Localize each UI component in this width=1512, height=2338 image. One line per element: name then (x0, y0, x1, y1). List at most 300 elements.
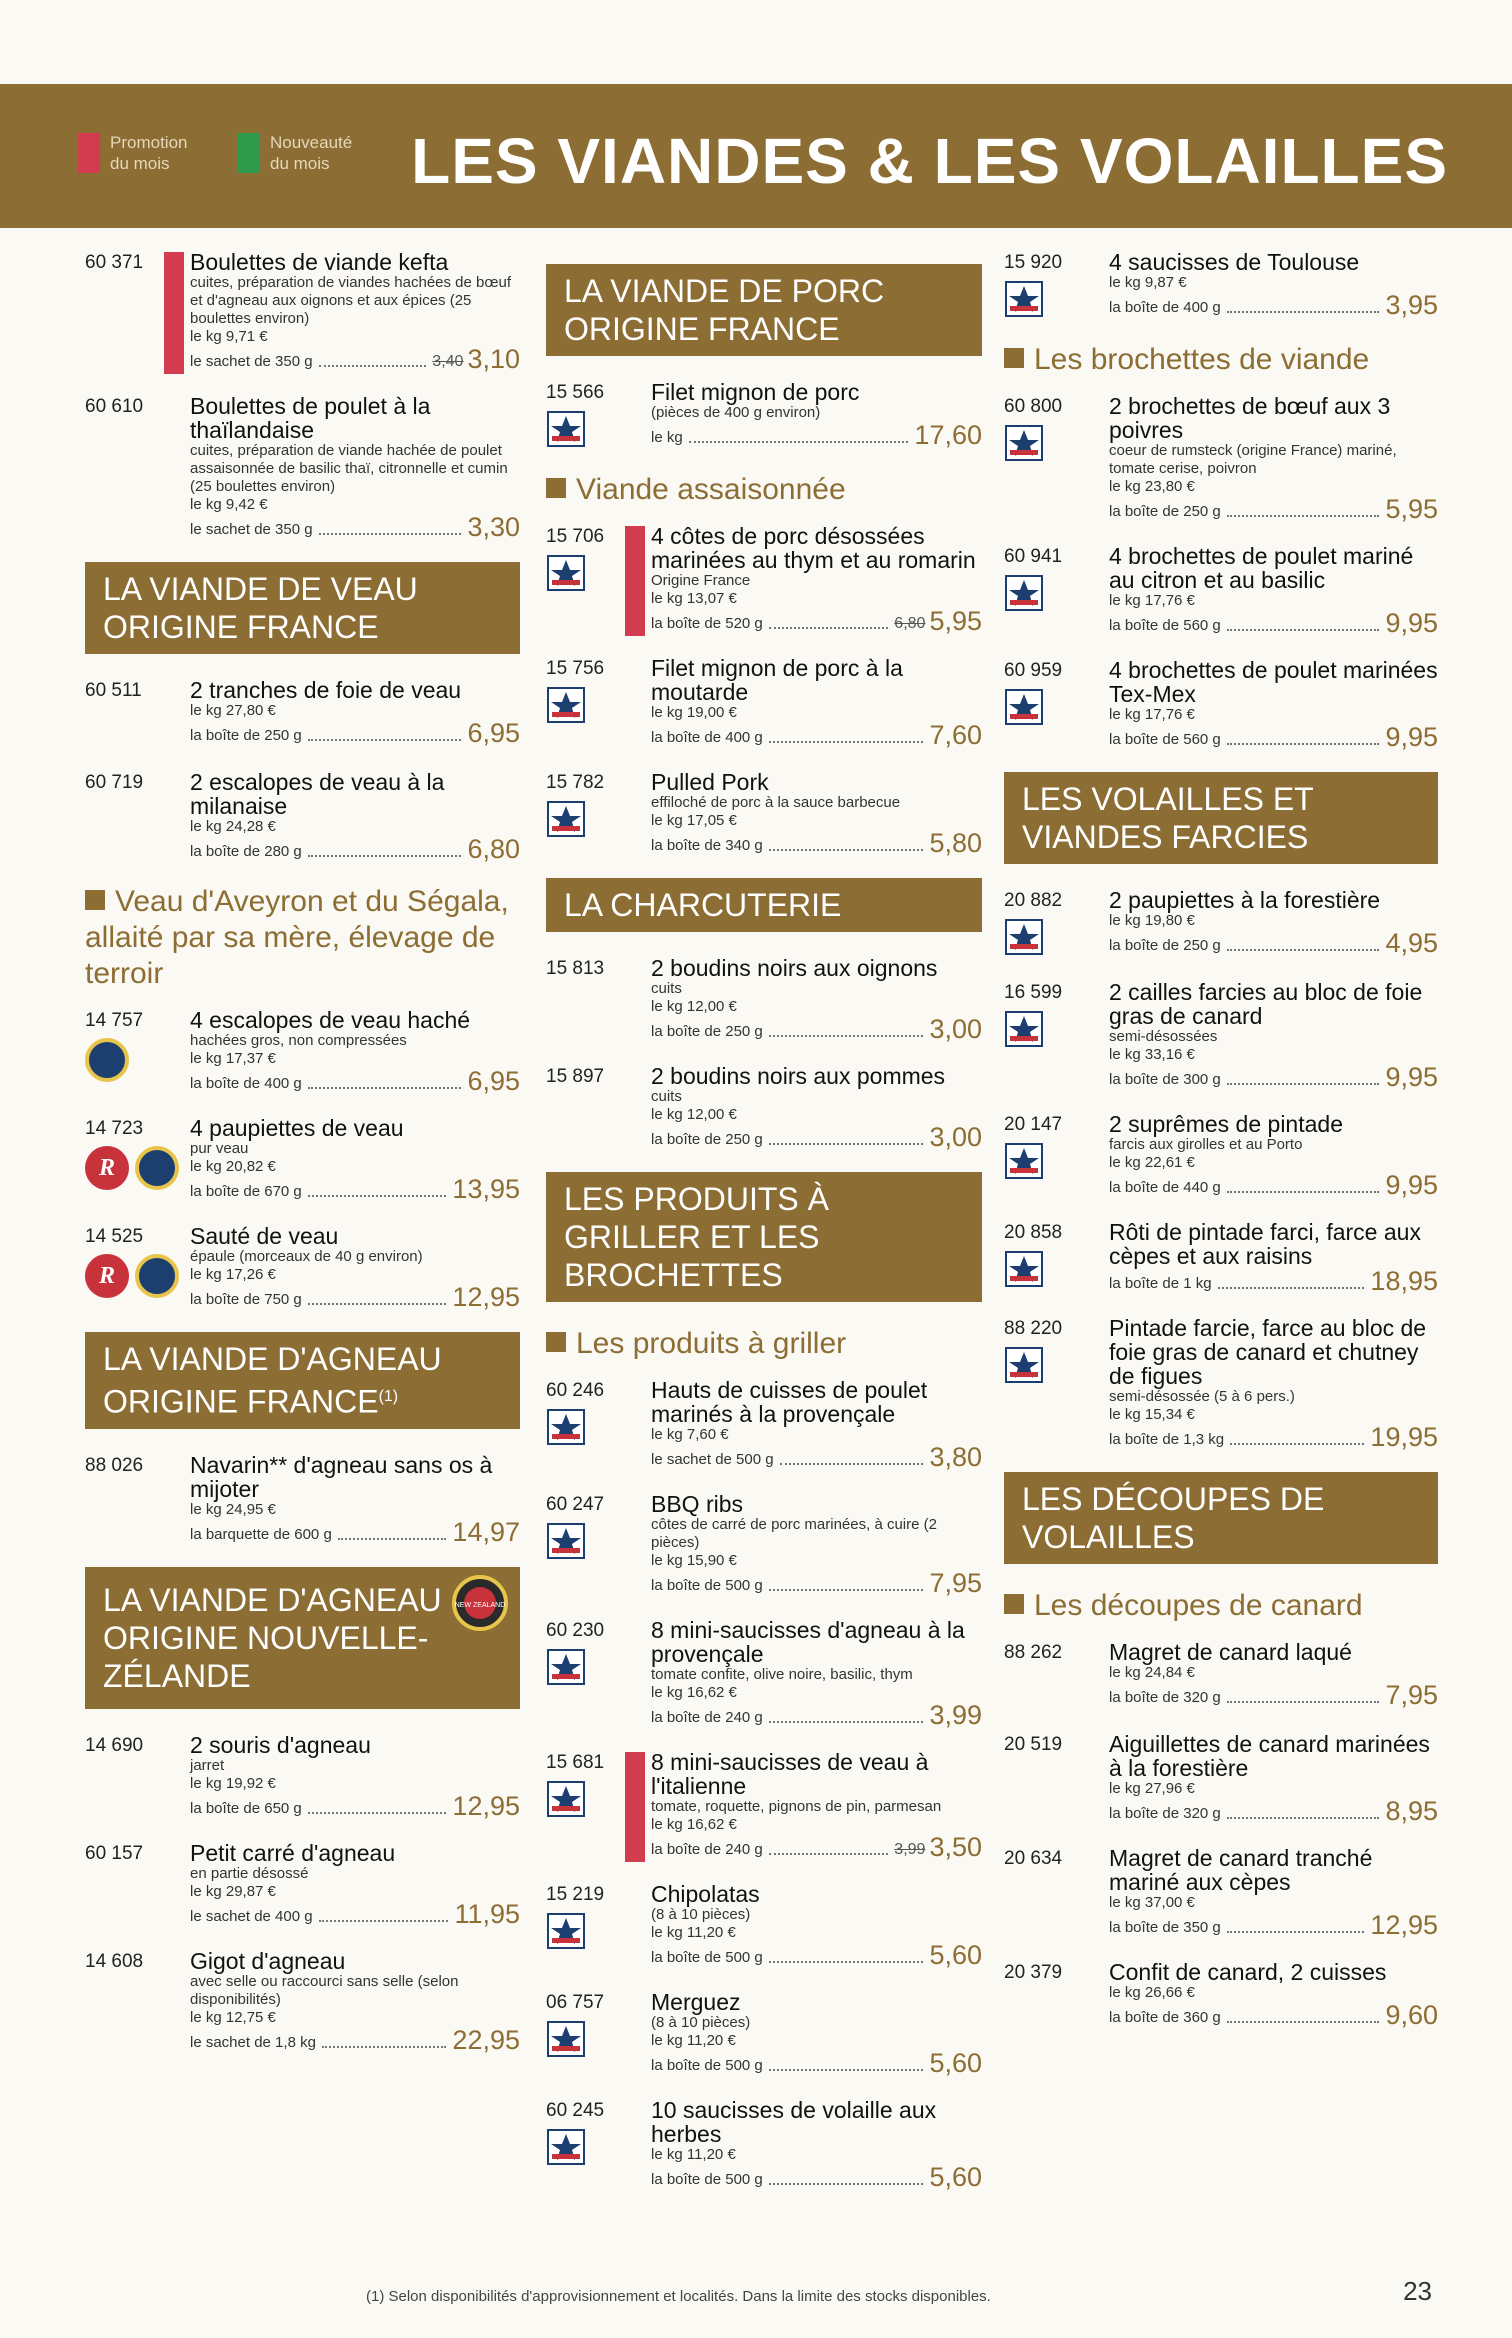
viande-francaise-icon (1004, 688, 1044, 726)
leader-dots (1227, 1701, 1380, 1703)
product-item (85, 1453, 520, 1545)
product-code: 60 719 (85, 772, 144, 793)
label-badges (1004, 688, 1044, 726)
price-line (651, 830, 982, 856)
leader-dots (769, 2069, 924, 2071)
price-line (1109, 930, 1438, 956)
leader-dots (1227, 1083, 1380, 1085)
price-line (1109, 2002, 1438, 2028)
product-name: 10 saucisses de volaille aux herbes (651, 2097, 937, 2147)
package-format: la boîte de 250 g (1109, 937, 1221, 954)
porc-list (546, 380, 982, 450)
leader-dots (1227, 629, 1380, 631)
leader-dots (1218, 1287, 1365, 1289)
label-badges (546, 410, 586, 448)
product-code: 14 608 (85, 1950, 144, 1972)
product-name: 2 tranches de foie de veau (190, 677, 462, 703)
price-per-kg: le kg 23,80 € (1109, 478, 1195, 495)
package-format: la boîte de 340 g (651, 837, 763, 854)
product-description: hachées gros, non compressées (190, 1032, 407, 1049)
product-price: 7,95 (929, 1568, 982, 1598)
col3-top-list (1004, 250, 1438, 320)
product-code: 88 026 (85, 1454, 144, 1476)
price-per-kg: le kg 16,62 € (651, 1684, 737, 1701)
product-description: en partie désossé (190, 1864, 309, 1882)
legend-new (238, 132, 360, 174)
section-griller: LES PRODUITS À GRILLER ET LES BROCHETTES (546, 1172, 982, 1302)
header-banner (0, 84, 1512, 228)
leader-dots (1227, 515, 1380, 517)
agneau-france-list (85, 1453, 520, 1545)
viande-francaise-icon (1004, 424, 1044, 462)
product-code: 60 610 (85, 396, 144, 417)
product-description: (pièces de 400 g environ) (651, 404, 821, 421)
product-price: 3,00 (929, 1014, 982, 1044)
column-3 (1004, 250, 1438, 2052)
label-badges (546, 2128, 586, 2166)
product-description: tomate, roquette, pignons de pin, parmesan (651, 1798, 942, 1815)
product-name: Gigot d'agneau (190, 1947, 346, 1974)
brochettes-list (1004, 394, 1438, 750)
product-code: 60 511 (85, 680, 142, 701)
label-badges (1004, 280, 1044, 318)
product-name: Boulettes de poulet à la thaïlandaise (190, 393, 431, 443)
product-item (1004, 1960, 1438, 2030)
leader-dots (1227, 743, 1380, 745)
subsection-griller: Les produits à griller (546, 1326, 982, 1362)
package-format: la boîte de 500 g (651, 2057, 763, 2074)
square-bullet-icon (85, 890, 105, 910)
price-line (1109, 1682, 1438, 1708)
product-code: 15 219 (546, 1884, 605, 1905)
viande-francaise-icon (546, 2020, 586, 2058)
viande-francaise-icon (546, 410, 586, 448)
product-item (546, 770, 982, 856)
package-format: la boîte de 500 g (651, 1949, 763, 1966)
product-price: 12,95 (452, 1790, 520, 1821)
package-format: la boîte de 400 g (190, 1075, 302, 1092)
viande-francaise-icon (1004, 1142, 1044, 1180)
viande-francaise-icon (1004, 574, 1044, 612)
product-name: Magret de canard laqué (1109, 1639, 1352, 1665)
section-veau: LA VIANDE DE VEAU ORIGINE FRANCE (85, 562, 520, 654)
price-line (1109, 1172, 1438, 1198)
product-item (85, 1224, 520, 1310)
product-description: semi-désossées (1109, 1028, 1218, 1045)
product-name: 4 paupiettes de veau (190, 1115, 404, 1141)
legend (78, 132, 360, 174)
leader-dots (322, 2046, 447, 2048)
product-item (546, 1990, 982, 2076)
new-swatch-icon (238, 133, 260, 173)
product-code: 60 941 (1004, 546, 1063, 567)
product-item (1004, 1640, 1438, 1710)
product-item (1004, 394, 1438, 522)
product-name: Navarin** d'agneau sans os à mijoter (190, 1451, 493, 1502)
product-name: Filet mignon de porc (651, 379, 860, 405)
product-description: Origine France (651, 572, 751, 589)
product-code: 06 757 (546, 1992, 605, 2013)
package-format: la boîte de 500 g (651, 1577, 763, 1594)
product-price: 22,95 (452, 2024, 520, 2055)
package-format: la boîte de 650 g (190, 1799, 302, 1817)
label-badges (1004, 1250, 1044, 1288)
product-item (85, 1116, 520, 1202)
product-name: 2 souris d'agneau (190, 1731, 371, 1758)
igp-seal-icon (135, 1254, 179, 1298)
product-item (1004, 1112, 1438, 1198)
product-code: 88 220 (1004, 1318, 1063, 1339)
price-line (190, 514, 520, 540)
package-format: la boîte de 1,3 kg (1109, 1431, 1225, 1448)
price-per-kg: le kg 22,61 € (1109, 1154, 1195, 1171)
viande-francaise-icon (546, 800, 586, 838)
product-price: 14,97 (452, 1516, 520, 1547)
product-item (85, 678, 520, 748)
old-price: 3,40 (432, 353, 464, 370)
product-code: 15 897 (546, 1066, 605, 1087)
label-badges (85, 1146, 179, 1190)
product-description: jarret (190, 1756, 225, 1774)
nz-badge-text: NEW ZEALAND (454, 1601, 506, 1609)
product-item (546, 380, 982, 450)
product-price: 12,95 (1370, 1910, 1438, 1940)
product-code: 60 800 (1004, 396, 1063, 417)
product-code: 60 245 (546, 2100, 605, 2121)
agneau-nz-list (85, 1733, 520, 2053)
product-code: 60 959 (1004, 660, 1063, 681)
product-name: 8 mini-saucisses de veau à l'italienne (651, 1749, 929, 1799)
package-format: la boîte de 320 g (1109, 1689, 1221, 1706)
label-badges (546, 800, 586, 838)
leader-dots (769, 1961, 924, 1963)
price-per-kg: le kg 15,34 € (1109, 1406, 1195, 1423)
price-line (651, 422, 982, 448)
product-code: 15 681 (546, 1752, 605, 1773)
product-description: cuites, préparation de viandes hachées de bœuf et d'agneau aux oignons et aux épices (25 boulettes environ) (190, 274, 512, 327)
product-description: épaule (morceaux de 40 g environ) (190, 1248, 423, 1265)
product-name: Chipolatas (651, 1881, 760, 1907)
price-line (190, 1898, 520, 1929)
product-name: 2 suprêmes de pintade (1109, 1111, 1343, 1137)
product-code: 15 706 (546, 526, 605, 547)
square-bullet-icon (1004, 1594, 1024, 1614)
canard-list (1004, 1640, 1438, 2030)
leader-dots (308, 739, 462, 741)
package-format: la boîte de 240 g (651, 1709, 763, 1726)
product-name: Boulettes de viande kefta (190, 249, 449, 275)
product-name: 4 brochettes de poulet mariné au citron et au basilic (1109, 543, 1414, 593)
product-description: semi-désossée (5 à 6 pers.) (1109, 1388, 1295, 1405)
product-description: cuites, préparation de viande hachée de poulet assaisonnée de basilic thaï, citronnelle et cumin (25 boulettes environ) (190, 442, 508, 495)
aveyron-list (85, 1008, 520, 1310)
package-format: la boîte de 250 g (651, 1023, 763, 1040)
label-badges (546, 554, 586, 592)
section-porc: LA VIANDE DE PORC ORIGINE FRANCE (546, 264, 982, 356)
product-code: 20 147 (1004, 1114, 1063, 1135)
product-item (1004, 658, 1438, 750)
section-farcies: LES VOLAILLES ET VIANDES FARCIES (1004, 772, 1438, 864)
price-per-kg: le kg 24,28 € (190, 818, 276, 835)
footnote: (1) Selon disponibilités d'approvisionnement et localités. Dans la limite des stocks disponibles. (366, 2288, 991, 2305)
product-item (1004, 888, 1438, 958)
leader-dots (338, 1538, 447, 1540)
product-code: 15 813 (546, 958, 605, 979)
viande-francaise-icon (546, 1408, 586, 1446)
product-description: coeur de rumsteck (origine France) mariné, tomate cerise, poivron (1109, 442, 1397, 477)
leader-dots (769, 1143, 924, 1145)
product-item (85, 250, 520, 372)
assaisonnee-list (546, 524, 982, 856)
price-per-kg: le kg 12,75 € (190, 2008, 276, 2026)
leader-dots (319, 1920, 449, 1922)
price-per-kg: le kg 17,37 € (190, 1050, 276, 1067)
product-price: 5,95 (1385, 494, 1438, 524)
charcuterie-list (546, 956, 982, 1150)
col1-top-list (85, 250, 520, 540)
product-price: 3,30 (467, 512, 520, 542)
price-per-kg: le kg 9,87 € (1109, 274, 1187, 291)
section-charcuterie: LA CHARCUTERIE (546, 878, 982, 932)
product-name: 4 côtes de porc désossées marinées au thym et au romarin (651, 523, 976, 573)
package-format: la boîte de 300 g (1109, 1071, 1221, 1088)
product-price: 9,95 (1385, 608, 1438, 638)
product-code: 15 920 (1004, 252, 1063, 273)
product-name: 8 mini-saucisses d'agneau à la provençale (651, 1617, 965, 1667)
product-price: 3,80 (929, 1442, 982, 1472)
package-format: la boîte de 250 g (190, 727, 302, 744)
price-line (1109, 610, 1438, 636)
product-name: Magret de canard tranché mariné aux cèpes (1109, 1845, 1373, 1895)
product-price: 9,60 (1385, 2000, 1438, 2030)
product-description: effiloché de porc à la sauce barbecue (651, 794, 901, 811)
price-per-kg: le kg 12,00 € (651, 1106, 737, 1123)
product-item (546, 956, 982, 1042)
price-per-kg: le kg 11,20 € (651, 2146, 736, 2163)
product-price: 9,95 (1385, 722, 1438, 752)
product-description: côtes de carré de porc marinées, à cuire (2 pièces) (651, 1516, 937, 1551)
product-name: BBQ ribs (651, 1491, 744, 1517)
price-line (651, 1444, 982, 1470)
price-line (190, 720, 520, 746)
product-price: 13,95 (452, 1174, 520, 1204)
price-per-kg: le kg 17,26 € (190, 1266, 276, 1283)
leader-dots (769, 1035, 924, 1037)
leader-dots (319, 365, 427, 367)
price-per-kg: le kg 17,76 € (1109, 592, 1195, 609)
package-format: la boîte de 440 g (1109, 1179, 1221, 1196)
leader-dots (769, 2183, 924, 2185)
igp-seal-icon (135, 1146, 179, 1190)
label-badges (546, 1780, 586, 1818)
product-code: 60 157 (85, 1842, 144, 1864)
product-price: 12,95 (452, 1282, 520, 1312)
price-line (1109, 1064, 1438, 1090)
price-line (190, 1516, 520, 1547)
viande-francaise-icon (546, 1780, 586, 1818)
price-per-kg: le kg 9,42 € (190, 496, 268, 513)
product-code: 60 230 (546, 1620, 605, 1641)
old-price: 3,99 (894, 1841, 926, 1858)
product-item (85, 1841, 520, 1927)
label-rouge-icon: R (85, 1146, 129, 1190)
subsection-assaisonnee: Viande assaisonnée (546, 472, 982, 508)
product-code: 14 757 (85, 1010, 144, 1031)
product-name: 4 brochettes de poulet marinées Tex-Mex (1109, 657, 1438, 707)
product-price: 7,95 (1385, 1680, 1438, 1710)
product-item (546, 1618, 982, 1728)
price-line (651, 722, 982, 748)
leader-dots (308, 1195, 447, 1197)
product-price: 3,99 (929, 1700, 982, 1730)
product-item (1004, 250, 1438, 320)
page-title: LES VIANDES & LES VOLAILLES (411, 125, 1448, 197)
product-price: 6,80 (467, 834, 520, 864)
product-name: Petit carré d'agneau (190, 1839, 396, 1866)
package-format: la boîte de 400 g (651, 729, 763, 746)
product-item (85, 1949, 520, 2053)
leader-dots (308, 1303, 447, 1305)
viande-francaise-icon (1004, 280, 1044, 318)
product-code: 60 246 (546, 1380, 605, 1401)
price-line (190, 1790, 520, 1821)
product-item (1004, 544, 1438, 636)
product-name: 2 boudins noirs aux oignons (651, 955, 938, 981)
label-badges (1004, 1010, 1044, 1048)
square-bullet-icon (546, 1332, 566, 1352)
package-format: la boîte de 240 g (651, 1841, 763, 1858)
product-name: 4 escalopes de veau haché (190, 1007, 471, 1033)
package-format: la boîte de 670 g (190, 1183, 302, 1200)
old-price: 6,80 (894, 615, 926, 632)
square-bullet-icon (1004, 348, 1024, 368)
product-item (546, 1064, 982, 1150)
product-name: 4 saucisses de Toulouse (1109, 249, 1360, 275)
price-per-kg: le kg 15,90 € (651, 1552, 737, 1569)
viande-francaise-icon (1004, 918, 1044, 956)
label-badges (85, 1254, 179, 1298)
leader-dots (769, 627, 889, 629)
product-price: 6,95 (467, 718, 520, 748)
price-per-kg: le kg 9,71 € (190, 328, 268, 345)
package-format: la boîte de 320 g (1109, 1805, 1221, 1822)
leader-dots (780, 1463, 924, 1465)
subsection-aveyron: Veau d'Aveyron et du Ségala, allaité par sa mère, élevage de terroir (85, 885, 509, 990)
label-badges (546, 1912, 586, 1950)
package-format: la boîte de 250 g (651, 1131, 763, 1148)
package-format: la boîte de 250 g (1109, 503, 1221, 520)
price-line (651, 2050, 982, 2076)
section-agneau-france: LA VIANDE D'AGNEAU ORIGINE FRANCE$^{(1)}$ (85, 1332, 520, 1429)
price-line (651, 1570, 982, 1596)
product-price: 5,60 (929, 2048, 982, 2078)
section-decoupes: LES DÉCOUPES DE VOLAILLES (1004, 1472, 1438, 1564)
product-item (85, 1733, 520, 1819)
product-name: 2 boudins noirs aux pommes (651, 1063, 946, 1089)
product-code: 60 371 (85, 252, 144, 273)
product-item (1004, 1220, 1438, 1294)
product-item (546, 524, 982, 634)
veau-list (85, 678, 520, 862)
price-line (1109, 1798, 1438, 1824)
package-format: le kg (651, 429, 683, 446)
subsection-brochettes: Les brochettes de viande (1004, 342, 1438, 378)
price-line (1109, 1912, 1438, 1938)
label-badges (1004, 918, 1044, 956)
product-code: 88 262 (1004, 1642, 1063, 1663)
product-price: 5,80 (929, 828, 982, 858)
price-line (1109, 1268, 1438, 1294)
price-per-kg: le kg 11,20 € (651, 1924, 736, 1941)
product-description: avec selle ou raccourci sans selle (selon disponibilités) (190, 1972, 459, 2008)
product-name: 2 cailles farcies au bloc de foie gras de canard (1109, 979, 1423, 1029)
leader-dots (308, 1812, 447, 1814)
farcies-list (1004, 888, 1438, 1450)
price-line (1109, 724, 1438, 750)
price-line (190, 1284, 520, 1310)
product-code: 20 634 (1004, 1848, 1063, 1869)
label-badges (546, 1522, 586, 1560)
product-price: 3,10 (467, 344, 520, 374)
leader-dots (1227, 2021, 1380, 2023)
promo-marker (625, 1752, 645, 1862)
viande-francaise-icon (546, 1648, 586, 1686)
product-item (1004, 1846, 1438, 1938)
price-line (651, 1124, 982, 1150)
package-format: la boîte de 520 g (651, 615, 763, 632)
label-badges (1004, 574, 1044, 612)
price-line (190, 1068, 520, 1094)
product-item (546, 656, 982, 748)
product-name: Hauts de cuisses de poulet marinés à la provençale (651, 1377, 928, 1427)
column-2 (546, 250, 982, 2212)
price-per-kg: le kg 27,96 € (1109, 1780, 1195, 1797)
product-description: pur veau (190, 1140, 249, 1157)
legend-promo-label: Promotion du mois (110, 133, 188, 173)
product-item (546, 1882, 982, 1968)
package-format: la boîte de 750 g (190, 1291, 302, 1308)
price-line (651, 1834, 982, 1860)
product-description: farcis aux girolles et au Porto (1109, 1136, 1303, 1153)
leader-dots (1230, 1443, 1364, 1445)
label-badges (1004, 424, 1044, 462)
price-per-kg: le kg 12,00 € (651, 998, 737, 1015)
viande-francaise-icon (546, 1522, 586, 1560)
product-name: Rôti de pintade farci, farce aux cèpes et aux raisins (1109, 1219, 1421, 1269)
leader-dots (1227, 1191, 1380, 1193)
product-name: Sauté de veau (190, 1223, 339, 1249)
subsection-canard: Les découpes de canard (1004, 1588, 1438, 1624)
price-per-kg: le kg 19,00 € (651, 704, 737, 721)
label-rouge-icon: R (85, 1254, 129, 1298)
price-per-kg: le kg 13,07 € (651, 590, 737, 607)
leader-dots (1227, 949, 1380, 951)
viande-francaise-icon (1004, 1010, 1044, 1048)
label-badges (1004, 1346, 1044, 1384)
leader-dots (1227, 1931, 1365, 1933)
label-badges (1004, 1142, 1044, 1180)
price-per-kg: le kg 11,20 € (651, 2032, 736, 2049)
leader-dots (308, 855, 462, 857)
label-badges (546, 686, 586, 724)
promo-marker (164, 252, 184, 374)
price-line (1109, 1424, 1438, 1450)
product-price: 3,00 (929, 1122, 982, 1152)
product-description: (8 à 10 pièces) (651, 2014, 751, 2031)
product-item (85, 770, 520, 862)
product-price: 11,95 (454, 1898, 520, 1929)
price-line (1109, 496, 1438, 522)
